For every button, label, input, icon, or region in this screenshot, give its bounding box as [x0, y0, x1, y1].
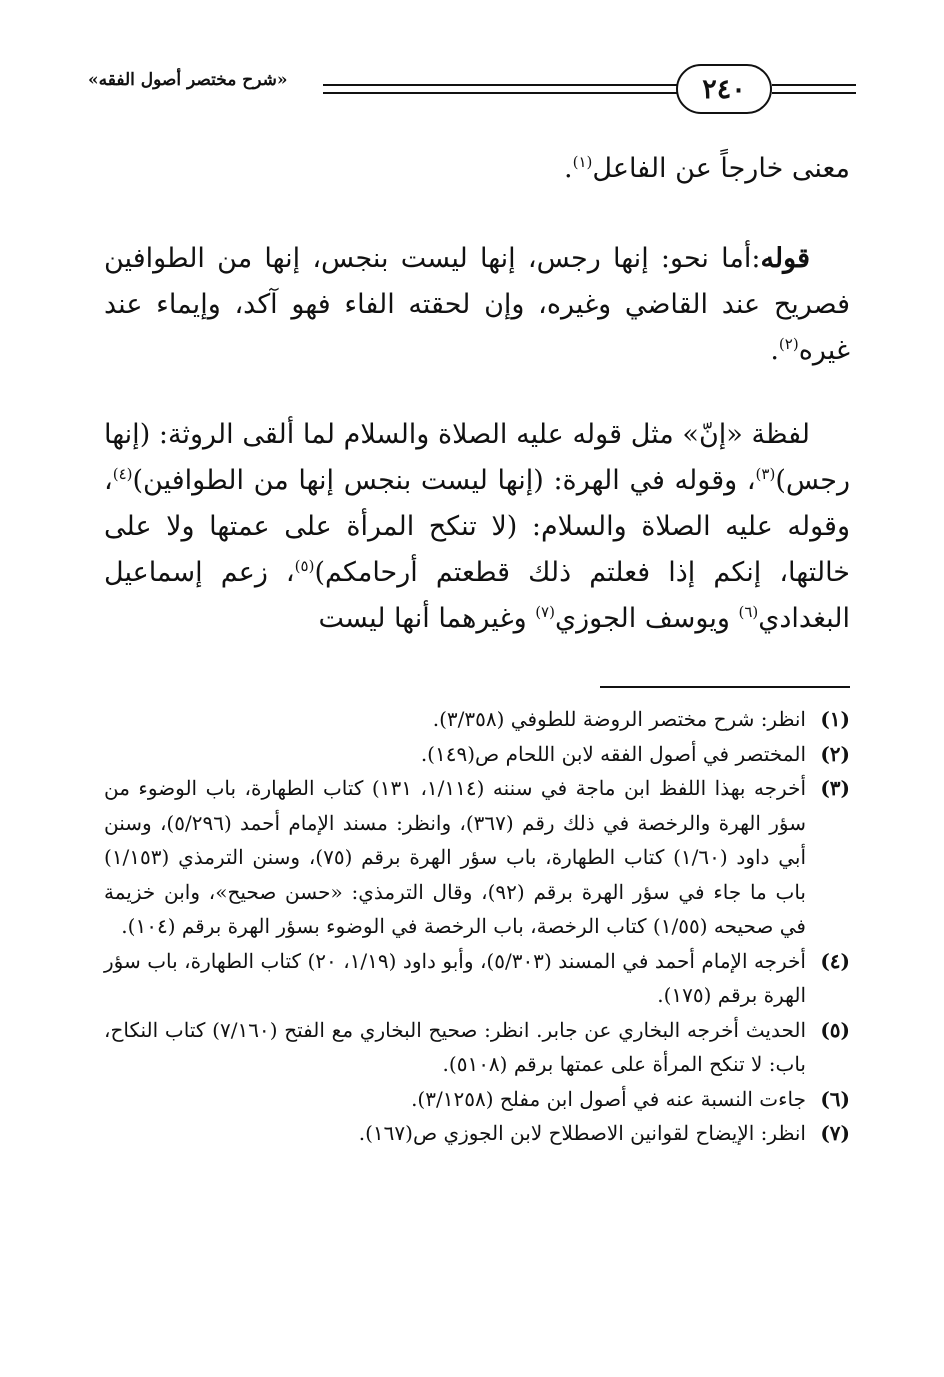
footnote-text: انظر: شرح مختصر الروضة للطوفي (٣/٣٥٨).	[432, 707, 806, 731]
paragraph-end: .	[770, 335, 779, 366]
footnote-number: (٧)	[820, 1121, 850, 1145]
paragraph-text: :أما نحو: إنها رجس، إنها ليست بنجس، إنها من الطوافين فصريح عند القاضي وغيره، وإن لحقته الفاء فهو آكد، وإيماء عند غيره	[104, 243, 850, 366]
footnotes	[104, 702, 850, 1151]
footnote-text: الحديث أخرجه البخاري عن جابر. انظر: صحيح البخاري مع الفتح (٧/١٦٠) كتاب النكاح، باب: لا تنكح المرأة على عمتها برقم (٥١٠٨).	[104, 1017, 806, 1076]
footnote-ref[interactable]: (٣)	[755, 465, 776, 483]
header-rule	[772, 92, 856, 94]
running-title: «شرح مختصر أصول الفقه»	[88, 70, 288, 90]
paragraph-end: .	[564, 153, 573, 184]
footnote-text: أخرجه الإمام أحمد في المسند (٥/٣٠٣)، وأبو داود (١/١٩، ٢٠) كتاب الطهارة، باب سؤر الهرة برقم (١٧٥).	[104, 948, 806, 1007]
footnote	[104, 737, 850, 772]
footnote-ref[interactable]: (٥)	[294, 557, 315, 575]
paragraph-text: لفظة «إنّ» مثل قوله عليه الصلاة والسلام لما ألقى الروثة: (إنها رجس)	[104, 419, 850, 496]
paragraph	[104, 146, 850, 192]
paragraph	[104, 412, 850, 642]
page-header	[88, 58, 856, 122]
footnote-ref[interactable]: (٢)	[778, 335, 799, 353]
paragraph-text: وغيرهما أنها ليست	[318, 603, 536, 634]
keyword-qawluhu: قوله	[760, 243, 810, 274]
footnote-text: أخرجه بهذا اللفظ ابن ماجة في سننه (١/١١٤، ١٣١) كتاب الطهارة، باب الوضوء من سؤر الهرة والرخصة في ذلك رقم (٣٦٧)، وانظر: مسند الإمام أحمد (٥/٢٩٦)، وسنن أبي داود (١/٦٠) كتاب الطهارة، باب سؤر الهرة برقم (٧٥)، وسنن الترمذي (١/١٥٣) باب ما جاء في سؤر الهرة برقم (٩٢)، وقال الترمذي: «حسن صحيح»، وابن خزيمة في صحيحه (١/٥٥) كتاب الرخصة، باب الرخصة في الوضوء بسؤر الهرة برقم (١٠٤).	[104, 776, 807, 938]
footnote	[104, 702, 850, 737]
paragraph-text: ويوسف الجوزي	[554, 603, 739, 634]
paragraph-text: ، وقوله عليه الصلاة والسلام: (لا تنكح المرأة على عمتها ولا على خالتها، إنكم إذا فعلتم ذلك قطعتم أرحامكم)	[104, 465, 850, 588]
paragraph-text: ، زعم إسماعيل البغدادي	[104, 557, 850, 634]
footnote-text: جاءت النسبة عنه في أصول ابن مفلح (٣/١٢٥٨).	[411, 1086, 806, 1111]
footnote	[104, 1013, 850, 1082]
footnote-text: المختصر في أصول الفقه لابن اللحام ص(١٤٩).	[420, 741, 806, 766]
footnote	[104, 1082, 850, 1117]
footnote-number: (٢)	[820, 741, 850, 766]
footnote-number: (٣)	[820, 776, 850, 800]
page-number: ٢٤٠	[676, 64, 772, 114]
footnote-ref[interactable]: (٧)	[535, 603, 555, 621]
header-rule	[772, 84, 856, 86]
paragraph	[104, 236, 850, 374]
footnote	[104, 1116, 850, 1151]
footnote-separator	[600, 686, 850, 688]
footnote-ref[interactable]: (١)	[572, 153, 593, 171]
footnote-ref[interactable]: (٤)	[112, 465, 133, 483]
footnote-ref[interactable]: (٦)	[738, 603, 759, 621]
footnote-number: (٥)	[820, 1017, 850, 1042]
footnote	[104, 771, 850, 944]
header-rule	[323, 84, 681, 86]
footnote-text: انظر: الإيضاح لقوانين الاصطلاح لابن الجوزي ص(١٦٧).	[358, 1121, 806, 1145]
header-rule	[323, 92, 681, 94]
footnote-number: (٦)	[820, 1086, 850, 1111]
footnote	[104, 944, 850, 1013]
footnote-number: (١)	[820, 707, 850, 731]
paragraph-text: معنى خارجاً عن الفاعل	[592, 153, 850, 184]
footnote-number: (٤)	[820, 948, 850, 973]
paragraph-text: ، وقوله في الهرة: (إنها ليست بنجس إنها من الطوافين)	[132, 465, 756, 496]
